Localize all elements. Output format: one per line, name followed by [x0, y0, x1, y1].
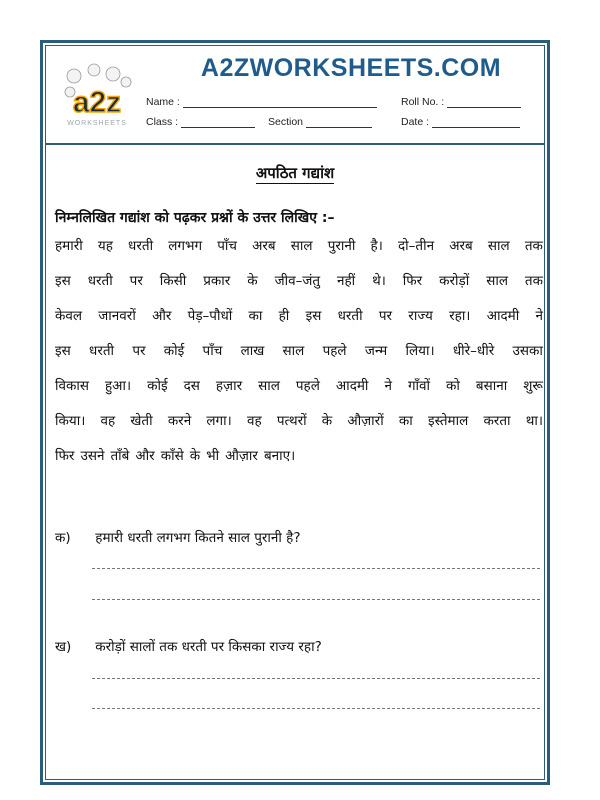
passage-word: साल — [290, 238, 313, 254]
question-2-text: करोड़ों सालों तक धरती पर किसका राज्य रहा? — [95, 639, 322, 655]
passage-word: पर — [129, 273, 143, 289]
passage-line — [55, 306, 543, 324]
passage-word: धरती — [337, 308, 363, 324]
passage-word: ने — [535, 308, 543, 324]
passage-word: आदमी — [335, 378, 369, 394]
passage-word: पाँच — [202, 343, 223, 359]
passage-word: पत्थरों — [276, 413, 307, 429]
passage-word: ने — [384, 378, 392, 394]
passage-word: इस्तेमाल — [427, 413, 469, 429]
passage-word: तक — [524, 273, 543, 289]
passage-word: लगभग — [168, 238, 203, 254]
passage-word: फिर — [402, 273, 423, 289]
passage-word: लगा। — [206, 413, 232, 429]
passage-word: दो–तीन — [397, 238, 435, 254]
question-2-label: ख) — [55, 639, 72, 655]
passage-word: राज्य — [408, 308, 433, 324]
site-title: A2ZWORKSHEETS.COM — [200, 54, 502, 82]
passage-word: गाँवों — [407, 378, 431, 394]
passage-word: करता — [483, 413, 511, 429]
passage-word: बनाए। — [263, 448, 296, 464]
passage-word: लिया। — [405, 343, 435, 359]
passage-word: ताँबे — [110, 448, 130, 464]
passage-word: धरती — [89, 343, 115, 359]
answer-1-line-1[interactable] — [92, 568, 540, 569]
class-line[interactable] — [181, 117, 255, 128]
passage-word: उसने — [80, 448, 105, 464]
section-line[interactable] — [306, 117, 372, 128]
passage-word: कोई — [147, 378, 168, 394]
passage-word: के — [247, 273, 258, 289]
passage-word: अरब — [449, 238, 473, 254]
passage-word: थे। — [372, 273, 386, 289]
passage-word: करने — [167, 413, 192, 429]
passage-word: फिर — [55, 448, 75, 464]
worksheet-title — [46, 163, 544, 183]
question-2 — [55, 637, 322, 655]
date-line[interactable] — [432, 117, 520, 128]
passage-word: के — [189, 448, 201, 464]
passage-word: जीव–जंतु — [274, 273, 321, 289]
instruction-text: निम्नलिखित गद्यांश को पढ़कर प्रश्नों के उत्तर लिखिए :– — [55, 210, 335, 226]
passage-word: पहले — [322, 343, 347, 359]
svg-text:a2z: a2z — [72, 86, 122, 119]
passage-word: था। — [525, 413, 543, 429]
question-1-label: क) — [55, 530, 71, 546]
question-1 — [55, 528, 301, 546]
passage-word: उसका — [512, 343, 543, 359]
svg-text:WORKSHEETS: WORKSHEETS — [67, 120, 127, 127]
passage-word: भी — [206, 448, 220, 464]
passage-word: साल — [282, 343, 305, 359]
name-field[interactable] — [146, 96, 377, 108]
passage-word: शुरू — [523, 378, 543, 394]
passage-word: जन्म — [364, 343, 388, 359]
passage-word: वह — [246, 413, 262, 429]
section-field[interactable] — [268, 116, 372, 128]
worksheet-header — [46, 46, 544, 144]
date-label: Date : — [401, 116, 430, 128]
passage-word: को — [446, 378, 460, 394]
passage-word: पहले — [295, 378, 320, 394]
passage-word: बसाना — [475, 378, 508, 394]
passage-word: पर — [132, 343, 146, 359]
passage-word: हमारी — [55, 238, 83, 254]
passage-word: विकास — [55, 378, 89, 394]
answer-2-line-2[interactable] — [92, 708, 540, 709]
name-line[interactable] — [183, 97, 377, 108]
passage-word: तक — [524, 238, 543, 254]
passage-word: साल — [486, 273, 508, 289]
passage-word: करोड़ों — [439, 273, 470, 289]
passage-word: के — [321, 413, 333, 429]
passage-word: इस — [305, 308, 322, 324]
passage-word: लाख — [240, 343, 265, 359]
passage-word: दस — [183, 378, 200, 394]
passage-word: जानवरों — [98, 308, 136, 324]
passage-word: यह — [97, 238, 113, 254]
passage-word: धीरे–धीरे — [452, 343, 495, 359]
passage-word: अरब — [252, 238, 276, 254]
passage-word: है। — [370, 238, 383, 254]
question-1-text: हमारी धरती लगभग कितने साल पुरानी है? — [95, 530, 301, 546]
a2z-logo — [58, 62, 136, 128]
passage-word: इस — [55, 273, 71, 289]
passage-word: नहीं — [336, 273, 356, 289]
answer-2-line-1[interactable] — [92, 678, 540, 679]
passage-line — [55, 271, 543, 289]
passage-word: पाँच — [217, 238, 237, 254]
header-divider — [46, 143, 544, 145]
passage-line — [55, 341, 543, 359]
passage-line — [55, 446, 543, 464]
passage-word: और — [152, 308, 172, 324]
passage-word: और — [135, 448, 155, 464]
passage-word: का — [398, 413, 413, 429]
passage-word: किसी — [159, 273, 187, 289]
passage-word: पर — [378, 308, 393, 324]
section-label: Section — [268, 116, 304, 128]
passage-word: ही — [278, 308, 290, 324]
passage-line — [55, 236, 543, 254]
passage-word: पुरानी — [327, 238, 356, 254]
worksheet-title-text: अपठित गद्यांश — [255, 164, 335, 182]
passage-word: आदमी — [486, 308, 520, 324]
class-label: Class : — [146, 116, 179, 128]
passage-word: इस — [55, 343, 71, 359]
passage-word: किया। — [55, 413, 86, 429]
passage-word: धरती — [87, 273, 113, 289]
date-field[interactable] — [401, 116, 520, 128]
passage-word: काँसे — [160, 448, 184, 464]
passage-word: हज़ार — [215, 378, 243, 394]
passage-word: केवल — [55, 308, 83, 324]
roll-no-label: Roll No. : — [401, 96, 445, 108]
class-field[interactable] — [146, 116, 255, 128]
passage-word: वह — [100, 413, 116, 429]
passage-word: औज़ारों — [347, 413, 384, 429]
passage-word: साल — [487, 238, 510, 254]
passage-word: का — [248, 308, 263, 324]
passage-word: औज़ार — [225, 448, 258, 464]
passage-word: रहा। — [449, 308, 471, 324]
answer-1-line-2[interactable] — [92, 599, 540, 600]
roll-no-field[interactable] — [401, 96, 521, 108]
passage-word: कोई — [163, 343, 185, 359]
passage-line — [55, 411, 543, 429]
passage-word: प्रकार — [203, 273, 231, 289]
passage-word: पेड़–पौधों — [187, 308, 233, 324]
passage-word: साल — [258, 378, 280, 394]
passage-word: खेती — [130, 413, 153, 429]
roll-no-line[interactable] — [447, 97, 521, 108]
passage-line — [55, 376, 543, 394]
passage-word: हुआ। — [105, 378, 132, 394]
name-label: Name : — [146, 96, 180, 108]
passage-word: धरती — [128, 238, 154, 254]
